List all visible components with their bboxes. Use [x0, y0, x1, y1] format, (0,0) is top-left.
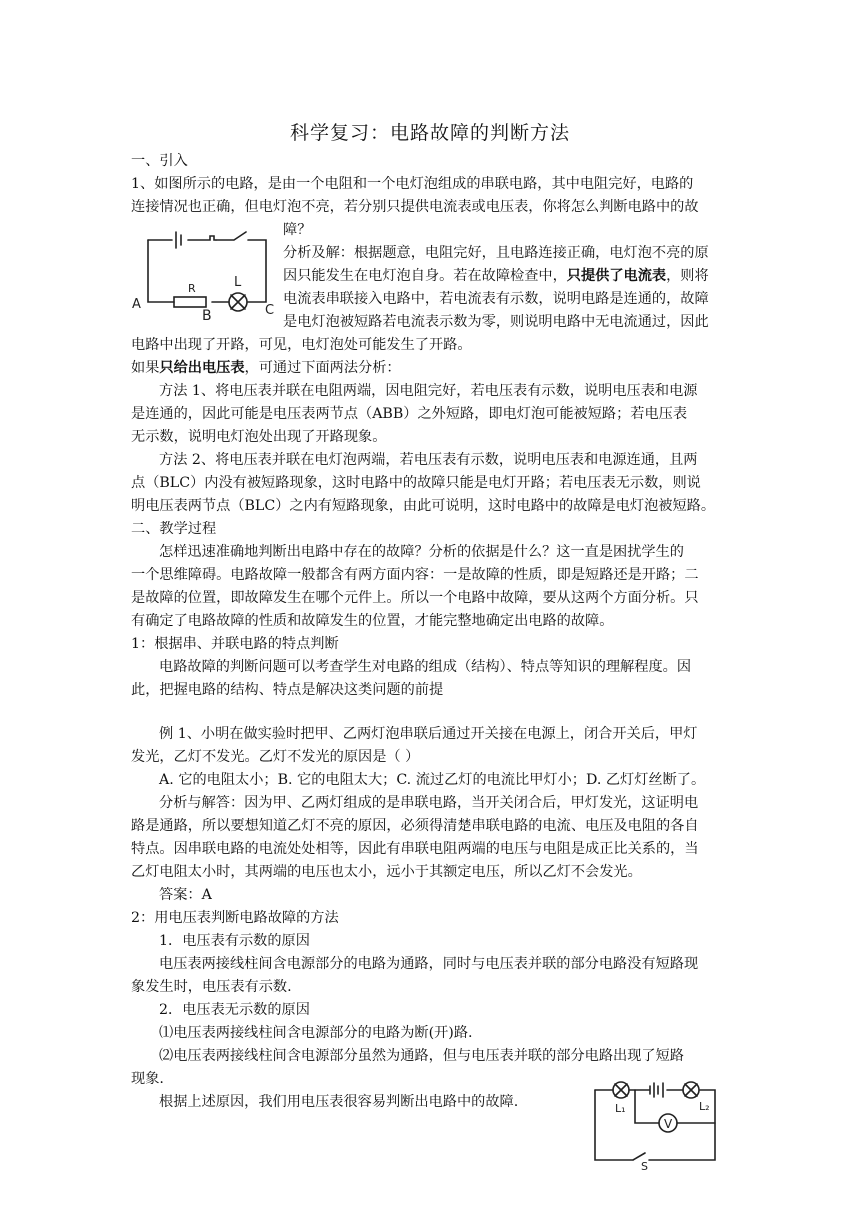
label-l: L [234, 275, 242, 290]
text-span: ，则将 [666, 268, 709, 284]
text-line: 乙灯电阻太小时，其两端的电压也太小，远小于其额定电压，所以乙灯不会发光。 [131, 864, 642, 880]
label-a: A [132, 297, 141, 312]
text-line: ⑵电压表两接线柱间含电源部分虽然为通路，但与电压表并联的部分电路出现了短路 [159, 1048, 684, 1064]
text-line: 一个思维障碍。电路故障一般都含有两方面内容：一是故障的性质，即是短路还是开路；二 [131, 567, 699, 583]
text-line: 分析及解：根据题意，电阻完好，且电路连接正确，电灯泡不亮的原 [283, 245, 709, 261]
bold-text: 只提供了电流表 [566, 268, 667, 284]
text-span: 因只能发生在电灯泡自身。若在故障检查中， [283, 268, 567, 284]
text-line: 电路故障的判断问题可以考查学生对电路的组成（结构）、特点等知识的理解程度。因 [159, 659, 692, 675]
text-line: 是连通的，因此可能是电压表两节点（ABB）之外短路，即电灯泡可能被短路；若电压表 [131, 406, 688, 422]
text-line: 1、如图所示的电路，是由一个电阻和一个电灯泡组成的串联电路，其中电阻完好，电路的 [131, 176, 694, 192]
text-line: ⑴电压表两接线柱间含电源部分的电路为断(开)路. [159, 1025, 473, 1041]
text-line [131, 358, 401, 378]
text-line: 方法 2、将电压表并联在电灯泡两端，若电压表有示数，说明电压表和电源连通，且两 [159, 452, 698, 468]
text-line: 一、引入 [131, 153, 188, 169]
label-s: S [641, 1160, 648, 1173]
circuit-diagram-2 [585, 1080, 725, 1173]
text-line: 2：用电压表判断电路故障的方法 [131, 910, 339, 926]
text-span: ，可通过下面两法分析： [244, 360, 401, 376]
text-line: 例 1、小明在做实验时把甲、乙两灯泡串联后通过开关接在电源上，闭合开关后，甲灯 [159, 726, 698, 742]
text-line: 怎样迅速准确地判断出电路中存在的故障？分析的依据是什么？这一直是困扰学生的 [159, 544, 684, 560]
text-line: 此，把握电路的结构、特点是解决这类问题的前提 [131, 682, 444, 698]
bold-text: 只给出电压表 [159, 360, 245, 376]
text-line: 是故障的位置，即故障发生在哪个元件上。所以一个电路中故障，要从这两个方面分析。只 [131, 590, 699, 606]
text-line: 电路中出现了开路，可见，电灯泡处可能发生了开路。 [131, 337, 472, 353]
label-b: B [202, 308, 212, 324]
text-line: 分析与解答：因为甲、乙两灯组成的是串联电路，当开关闭合后，甲灯发光，这证明电 [159, 795, 699, 811]
text-line: 障？ [283, 222, 312, 238]
text-line: 特点。因串联电路的电流处处相等，因此有串联电阻两端的电压与电阻是成正比关系的，当 [131, 841, 699, 857]
text-line: 方法 1、将电压表并联在电阻两端，因电阻完好，若电压表有示数，说明电压表和电源 [159, 383, 698, 399]
text-line: 是电灯泡被短路若电流表示数为零，则说明电路中无电流通过，因此 [283, 314, 709, 330]
text-line: 发光，乙灯不发光。乙灯不发光的原因是（ ） [131, 749, 420, 765]
text-line: 路是通路，所以要想知道乙灯不亮的原因，必须得清楚串联电路的电流、电压及电阻的各自 [131, 818, 699, 834]
text-line: A. 它的电阻太小；B. 它的电阻太大；C. 流过乙灯的电流比甲灯小；D. 乙灯灯丝断了。 [159, 772, 706, 788]
text-line: 现象. [131, 1071, 164, 1087]
text-line: 点（BLC）内没有被短路现象，这时电路中的故障只能是电灯开路；若电压表无示数，则说 [131, 475, 701, 491]
label-c: C [265, 303, 275, 318]
text-span: 如果 [131, 360, 160, 376]
text-line: 1：根据串、并联电路的特点判断 [131, 636, 339, 652]
text-line: 连接情况也正确，但电灯泡不亮，若分别只提供电流表或电压表，你将怎么判断电路中的故 [131, 199, 699, 215]
text-line: 无示数，说明电灯泡处出现了开路现象。 [131, 429, 387, 445]
label-r: R [188, 282, 196, 295]
text-line: 2．电压表无示数的原因 [159, 1002, 310, 1018]
circuit-diagram-1 [130, 222, 280, 322]
label-l2: L₂ [699, 1100, 710, 1113]
text-line: 象发生时，电压表有示数. [131, 979, 292, 995]
text-line [283, 266, 709, 286]
text-line: 明电压表两节点（BLC）之内有短路现象，由此可说明，这时电路中的故障是电灯泡被短路。 [131, 498, 716, 514]
text-line: 电流表串联接入电路中，若电流表有示数，说明电路是连通的，故障 [283, 291, 709, 307]
page-title: 科学复习：电路故障的判断方法 [289, 122, 570, 144]
label-v: V [664, 1117, 673, 1131]
text-line: 答案：A [159, 887, 212, 903]
text-line: 二、教学过程 [131, 521, 217, 537]
text-line: 电压表两接线柱间含电源部分的电路为通路，同时与电压表并联的部分电路没有短路现 [159, 956, 699, 972]
text-line: 有确定了电路故障的性质和故障发生的位置，才能完整地确定出电路的故障。 [131, 613, 614, 629]
label-l1: L₁ [615, 1102, 626, 1115]
text-line: 根据上述原因，我们用电压表很容易判断出电路中的故障. [159, 1094, 519, 1110]
text-line: 1．电压表有示数的原因 [159, 933, 310, 949]
